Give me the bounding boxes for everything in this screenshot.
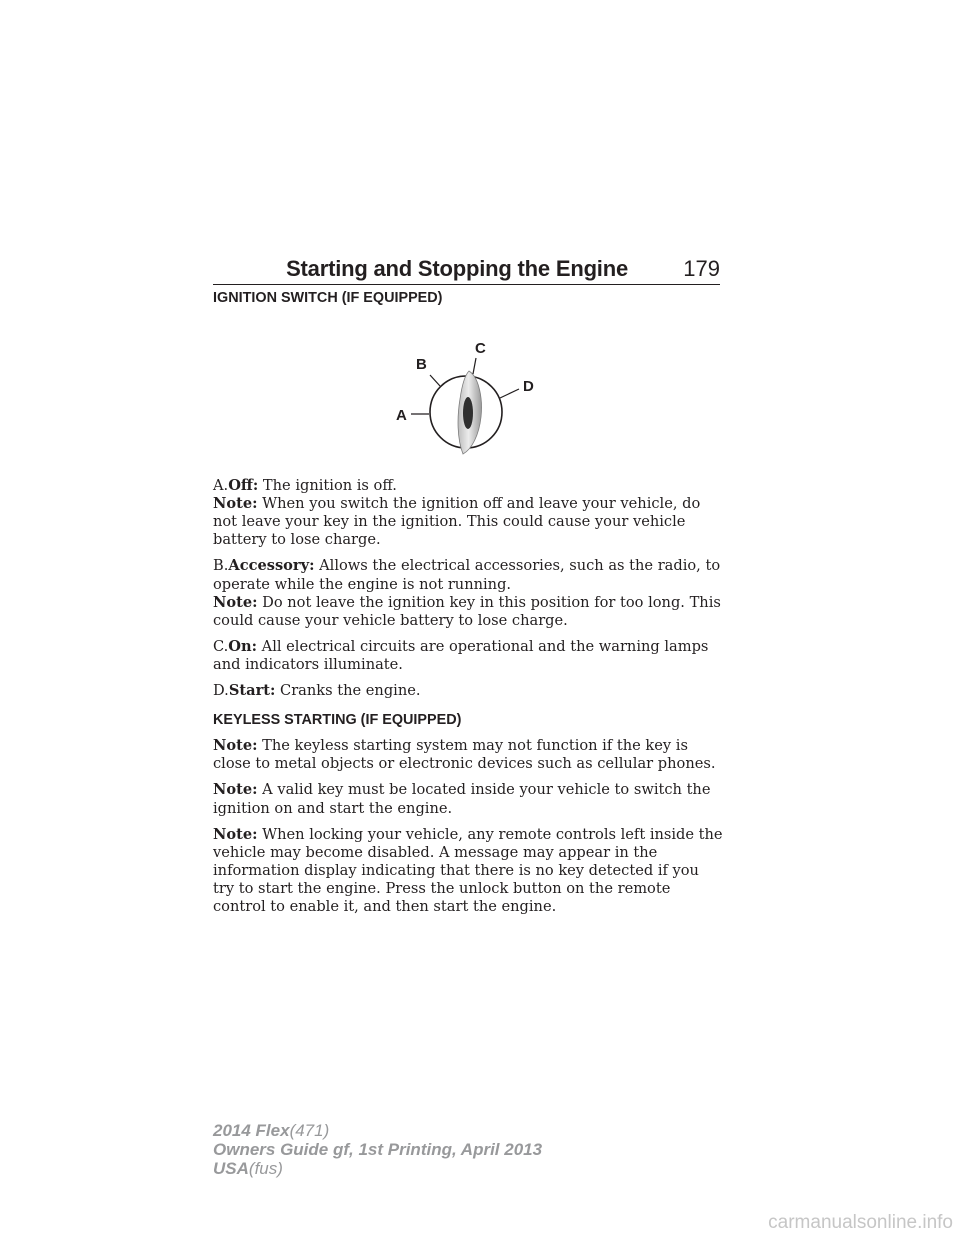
- note-text: When locking your vehicle, any remote controls left inside the vehicle may become disabled. A message may appear in the information display indicating that there is no key detected if you try to start the engine. Press the unlock button on the remote control to enable it, and then start the engine.: [213, 825, 723, 915]
- diagram-label-b: B: [416, 356, 427, 374]
- leader-line-d: [500, 389, 519, 398]
- item-text: Cranks the engine.: [280, 682, 421, 700]
- item-on: [213, 638, 723, 674]
- item-term: On:: [228, 637, 258, 655]
- footer-line-1: 2014 Flex(471): [213, 1121, 330, 1140]
- note-text: A valid key must be located inside your vehicle to switch the ignition on and start the engine.: [213, 781, 711, 817]
- footer-line-2: Owners Guide gf, 1st Printing, April 2013: [213, 1140, 543, 1159]
- keyless-note-1: [213, 737, 723, 773]
- page-content: [213, 289, 723, 916]
- page-header: [213, 256, 720, 285]
- note-text: The keyless starting system may not function if the key is close to metal objects or electronic devices such as cellular phones.: [213, 737, 716, 773]
- footer-line-3: USA(fus): [213, 1159, 283, 1178]
- note-label: Note:: [213, 737, 258, 755]
- item-letter: A.: [213, 477, 229, 495]
- item-text: All electrical circuits are operational and the warning lamps and indicators illuminate.: [213, 637, 709, 673]
- leader-line-c: [473, 358, 476, 374]
- item-start: [213, 682, 723, 700]
- chapter-title: Starting and Stopping the Engine: [286, 256, 628, 281]
- watermark: carmanualsonline.info: [768, 1212, 953, 1233]
- note-accessory: [213, 594, 723, 630]
- note-label: Note:: [213, 593, 258, 611]
- diagram-label-a: A: [396, 407, 407, 425]
- note-text: When you switch the ignition off and leave your vehicle, do not leave your key in the ignition. This could cause your vehicle battery to lose charge.: [213, 495, 701, 549]
- note-text: Do not leave the ignition key in this position for too long. This could cause your vehicle battery to lose charge.: [213, 593, 721, 629]
- item-off: [213, 477, 723, 495]
- ignition-switch-illustration: [213, 307, 723, 477]
- note-off: [213, 495, 723, 549]
- keyless-note-2: [213, 781, 723, 817]
- page-number: 179: [683, 256, 720, 281]
- ignition-switch-diagram: [213, 307, 723, 477]
- note-label: Note:: [213, 825, 258, 843]
- note-label: Note:: [213, 781, 258, 799]
- leader-line-b: [430, 375, 440, 386]
- keyless-note-3: [213, 826, 723, 916]
- section-heading-ignition-switch: IGNITION SWITCH (IF EQUIPPED): [213, 290, 443, 306]
- note-label: Note:: [213, 495, 258, 513]
- item-accessory: [213, 557, 723, 593]
- print-footer: [213, 1121, 542, 1178]
- section-heading-keyless-starting: KEYLESS STARTING (IF EQUIPPED): [213, 712, 462, 729]
- item-letter: D.: [213, 682, 229, 700]
- item-letter: C.: [213, 637, 229, 655]
- diagram-label-d: D: [523, 378, 534, 396]
- item-letter: B.: [213, 557, 229, 575]
- diagram-label-c: C: [475, 340, 486, 358]
- key-slot: [463, 397, 473, 429]
- item-term: Start:: [228, 682, 276, 700]
- item-term: Accessory:: [228, 557, 315, 575]
- item-term: Off:: [228, 477, 259, 495]
- item-text: Allows the electrical accessories, such as the radio, to operate while the engine is not running.: [213, 557, 721, 593]
- item-text: The ignition is off.: [262, 477, 397, 495]
